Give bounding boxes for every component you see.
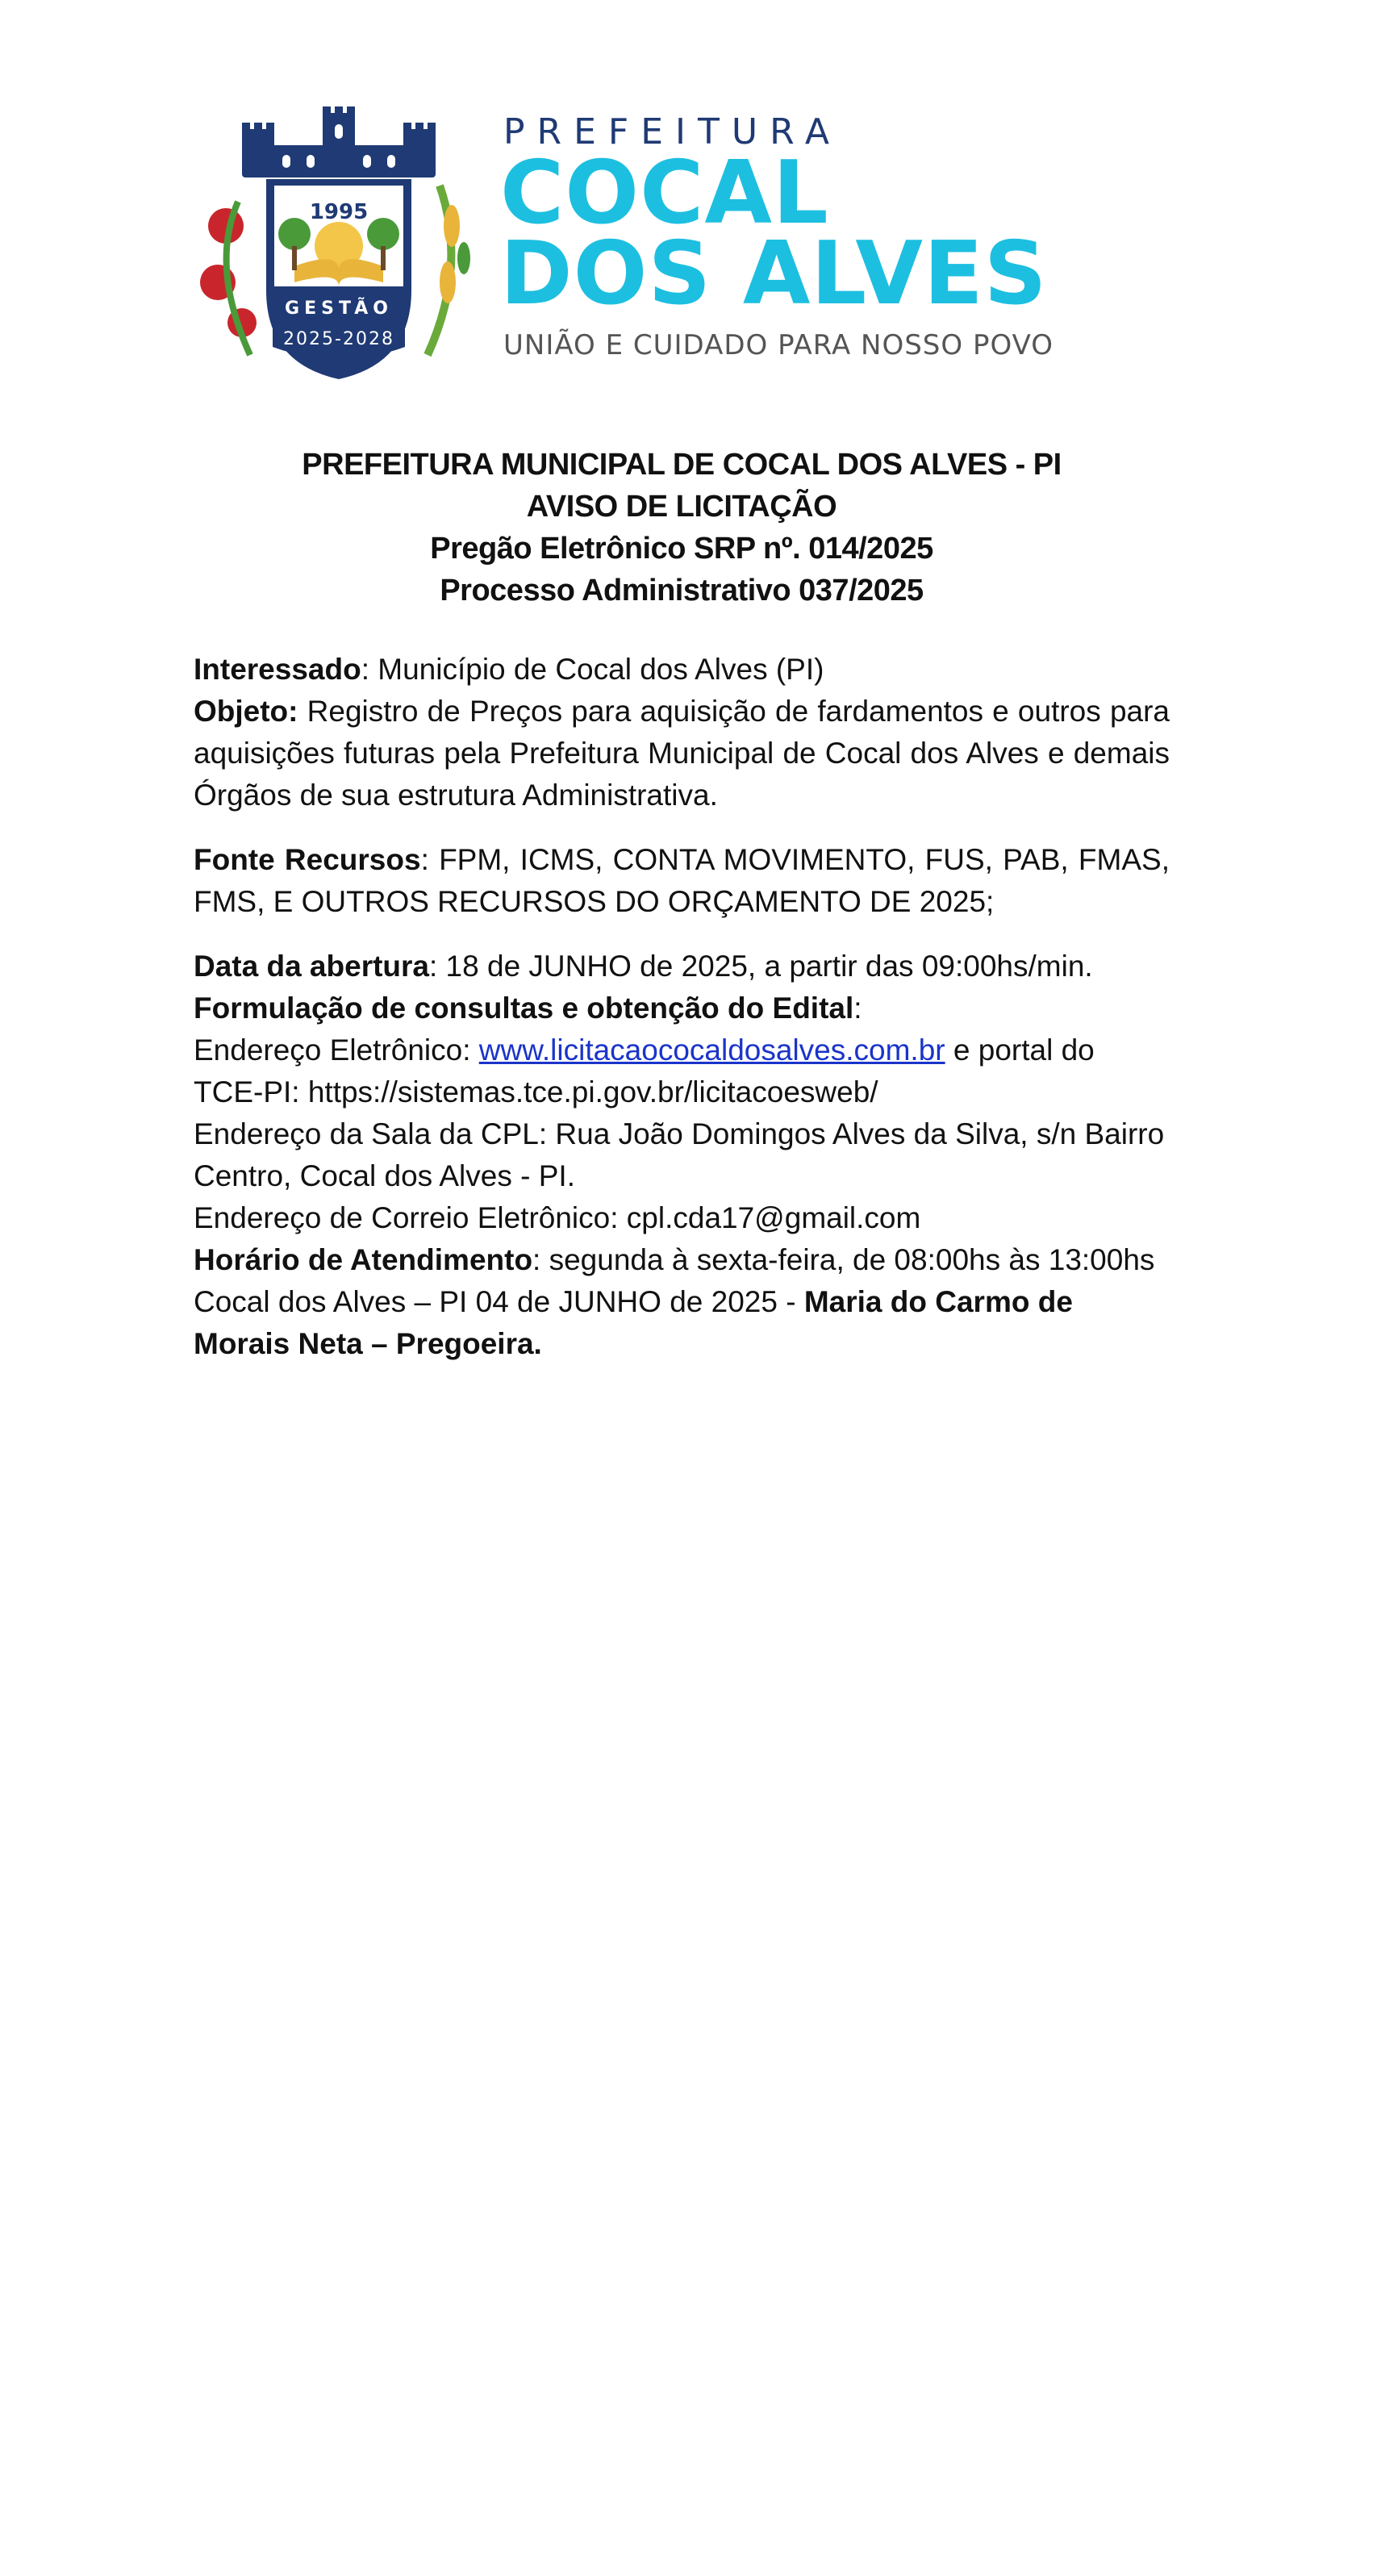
municipal-logo <box>194 105 1054 387</box>
heading-line-1: PREFEITURA MUNICIPAL DE COCAL DOS ALVES - PI <box>302 448 1062 482</box>
formulacao-colon: : <box>853 992 862 1025</box>
endereco-email-line: Endereço de Correio Eletrônico: cpl.cda17@gmail.com <box>194 1201 921 1234</box>
licitacao-website-link[interactable]: www.licitacaococaldosalves.com.br <box>478 1033 945 1067</box>
fonte-paragraph <box>194 839 1170 923</box>
horario-value: : segunda à sexta-feira, de 08:00hs às 13:00hs <box>532 1243 1155 1276</box>
data-abertura-value: : 18 de JUNHO de 2025, a partir das 09:00hs/min. <box>429 950 1093 983</box>
endereco-sala-paragraph: Endereço da Sala da CPL: Rua João Domingos Alves da Silva, s/n Bairro Centro, Cocal dos Alves - PI. <box>194 1117 1165 1192</box>
crest-term: 2025-2028 <box>283 329 394 349</box>
data-abertura-line <box>194 946 1170 987</box>
object-section <box>194 649 1170 816</box>
endereco-eletronico-paragraph <box>194 1029 1170 1113</box>
endereco-eletronico-suffix: e portal do TCE-PI: https://sistemas.tce.pi.gov.br/licitacoesweb/ <box>194 1033 1095 1108</box>
brand-tagline: UNIÃO E CUIDADO PARA NOSSO POVO <box>503 329 1054 361</box>
brand-line-1: COCAL <box>500 143 829 244</box>
interessado-label: Interessado <box>194 653 361 686</box>
notice-document <box>194 444 1170 1365</box>
endereco-eletronico-prefix: Endereço Eletrônico: <box>194 1033 479 1067</box>
data-abertura-label: Data da abertura <box>194 950 429 983</box>
heading-line-2: AVISO DE LICITAÇÃO <box>526 490 837 524</box>
fonte-value: : FPM, ICMS, CONTA MOVIMENTO, FUS, PAB, FMAS, FMS, E OUTROS RECURSOS DO ORÇAMENTO DE 2025; <box>194 843 1170 918</box>
local-data: Cocal dos Alves – PI 04 de JUNHO de 2025 - <box>194 1285 804 1318</box>
crest-gestao: GESTÃO <box>285 299 393 319</box>
objeto-paragraph <box>194 691 1170 816</box>
heading-line-3: Pregão Eletrônico SRP nº. 014/2025 <box>430 532 933 566</box>
objeto-value: Registro de Preços para aquisição de fardamentos e outros para aquisições futuras pela Prefeitura Municipal de Cocal dos Alves e demais Órgãos de sua estrutura Administrativa. <box>194 695 1170 812</box>
crest-year: 1995 <box>309 200 369 224</box>
signature-name: Maria do Carmo de Morais Neta – Pregoeira. <box>194 1285 1073 1360</box>
funding-section <box>194 839 1170 923</box>
notice-heading <box>194 444 1170 612</box>
brand-prefeitura: PREFEITURA <box>503 111 841 152</box>
heading-line-4: Processo Administrativo 037/2025 <box>440 574 924 607</box>
details-section <box>194 946 1170 1365</box>
objeto-label: Objeto: <box>194 695 298 728</box>
brand-wordmark <box>500 111 1054 361</box>
interessado-line <box>194 649 1170 691</box>
signature-paragraph <box>194 1281 1170 1365</box>
interessado-value: : Município de Cocal dos Alves (PI) <box>361 653 824 686</box>
coat-of-arms-icon <box>194 105 484 387</box>
horario-label: Horário de Atendimento <box>194 1243 533 1276</box>
horario-line <box>194 1239 1170 1281</box>
formulacao-label: Formulação de consultas e obtenção do Edital <box>194 992 854 1025</box>
formulacao-line <box>194 987 1170 1029</box>
fonte-label: Fonte Recursos <box>194 843 421 876</box>
brand-line-2: DOS ALVES <box>500 223 1048 324</box>
